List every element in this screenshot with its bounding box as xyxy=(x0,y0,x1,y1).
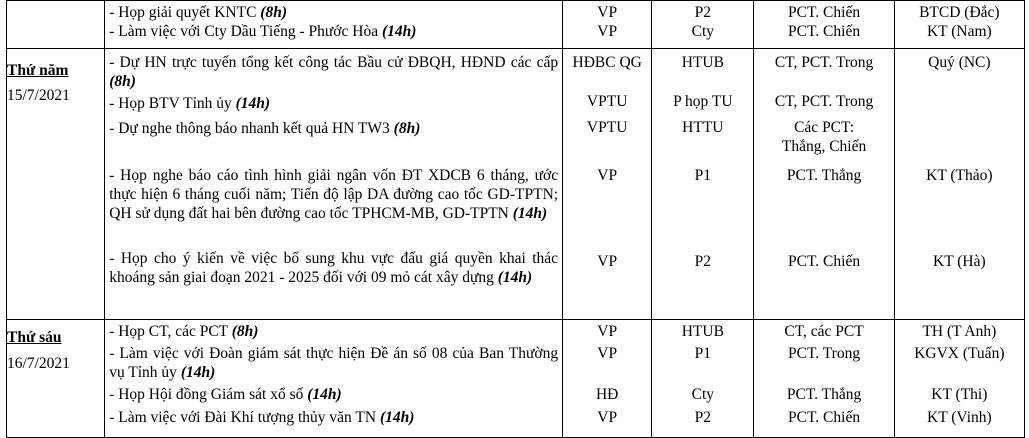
lead-cell: CT, các PCT PCT. Trong PCT. Thắng PCT. Chiến xyxy=(754,320,894,438)
place-cell: VP VP HĐ VP xyxy=(563,320,652,438)
content-cell xyxy=(105,1,563,49)
list-item: - Họp Hội đồng Giám sát xổ số (14h) xyxy=(109,386,342,403)
day-cell xyxy=(7,49,105,320)
list-item: - Dự HN trực tuyến tổng kết công tác Bầu cử ĐBQH, HĐND các cấp (8h) xyxy=(109,54,559,90)
day-cell xyxy=(7,1,105,49)
day-date: 15/7/2021 xyxy=(7,87,70,104)
lead-cell: PCT. Chiến PCT. Chiến xyxy=(754,1,894,49)
room-cell: HTUB P họp TU HTTU P1 P2 xyxy=(652,49,754,320)
day-cell xyxy=(7,320,105,438)
place-cell: HĐBC QG VPTU VPTU VP VP xyxy=(563,49,652,320)
list-item: - Dự nghe thông báo nhanh kết quả HN TW3 (8h) xyxy=(109,120,421,137)
lead-cell: CT, PCT. Trong CT, PCT. Trong Các PCT: Thắng, Chiến PCT. Thắng PCT. Chiến xyxy=(754,49,894,320)
list-item: - Họp BTV Tỉnh ủy (14h) xyxy=(109,95,271,112)
list-item: - Họp giải quyết KNTC (8h) xyxy=(109,4,287,21)
day-date: 16/7/2021 xyxy=(7,355,70,372)
content-cell xyxy=(105,320,563,438)
list-item: - Họp nghe báo cáo tình hình giải ngân vốn ĐT XDCB 6 tháng, ước thực hiện 6 tháng cuối năm; Tiến độ lập DA đường cao tốc GD-TPTN; QH sử dụng đất hai bên đường cao tốc TPHCM-MB, GD-TPTN (14h) xyxy=(109,167,559,222)
prep-cell: TH (T Anh) KGVX (Tuấn) KT (Thi) KT (Vinh) xyxy=(894,320,1024,438)
schedule-row-thursday xyxy=(7,49,1025,320)
schedule-row-continued xyxy=(7,1,1025,49)
list-item: - Làm việc với Cty Dầu Tiếng - Phước Hòa (14h) xyxy=(109,23,417,40)
schedule-row-friday xyxy=(7,320,1025,438)
room-cell: HTUB P1 Cty P2 xyxy=(652,320,754,438)
place-cell: VP VP xyxy=(563,1,652,49)
schedule-table xyxy=(6,0,1025,438)
day-name: Thứ năm xyxy=(7,62,69,79)
room-cell: P2 Cty xyxy=(652,1,754,49)
prep-cell: Quý (NC) KT (Thảo) KT (Hà) xyxy=(894,49,1024,320)
list-item: - Họp CT, các PCT (8h) xyxy=(109,323,259,340)
list-item: - Làm việc với Đài Khí tượng thủy văn TN (14h) xyxy=(109,409,415,426)
prep-cell: BTCD (Đắc) KT (Nam) xyxy=(894,1,1024,49)
content-cell xyxy=(105,49,563,320)
list-item: - Họp cho ý kiến về việc bổ sung khu vực đấu giá quyền khai thác khoáng sản giai đoạn 2021 - 2025 đối với 09 mỏ cát xây dựng (14h) xyxy=(109,250,559,286)
day-name: Thứ sáu xyxy=(7,329,62,346)
list-item: - Làm việc với Đoàn giám sát thực hiện Đề án số 08 của Ban Thường vụ Tỉnh ủy (14h) xyxy=(109,345,559,381)
